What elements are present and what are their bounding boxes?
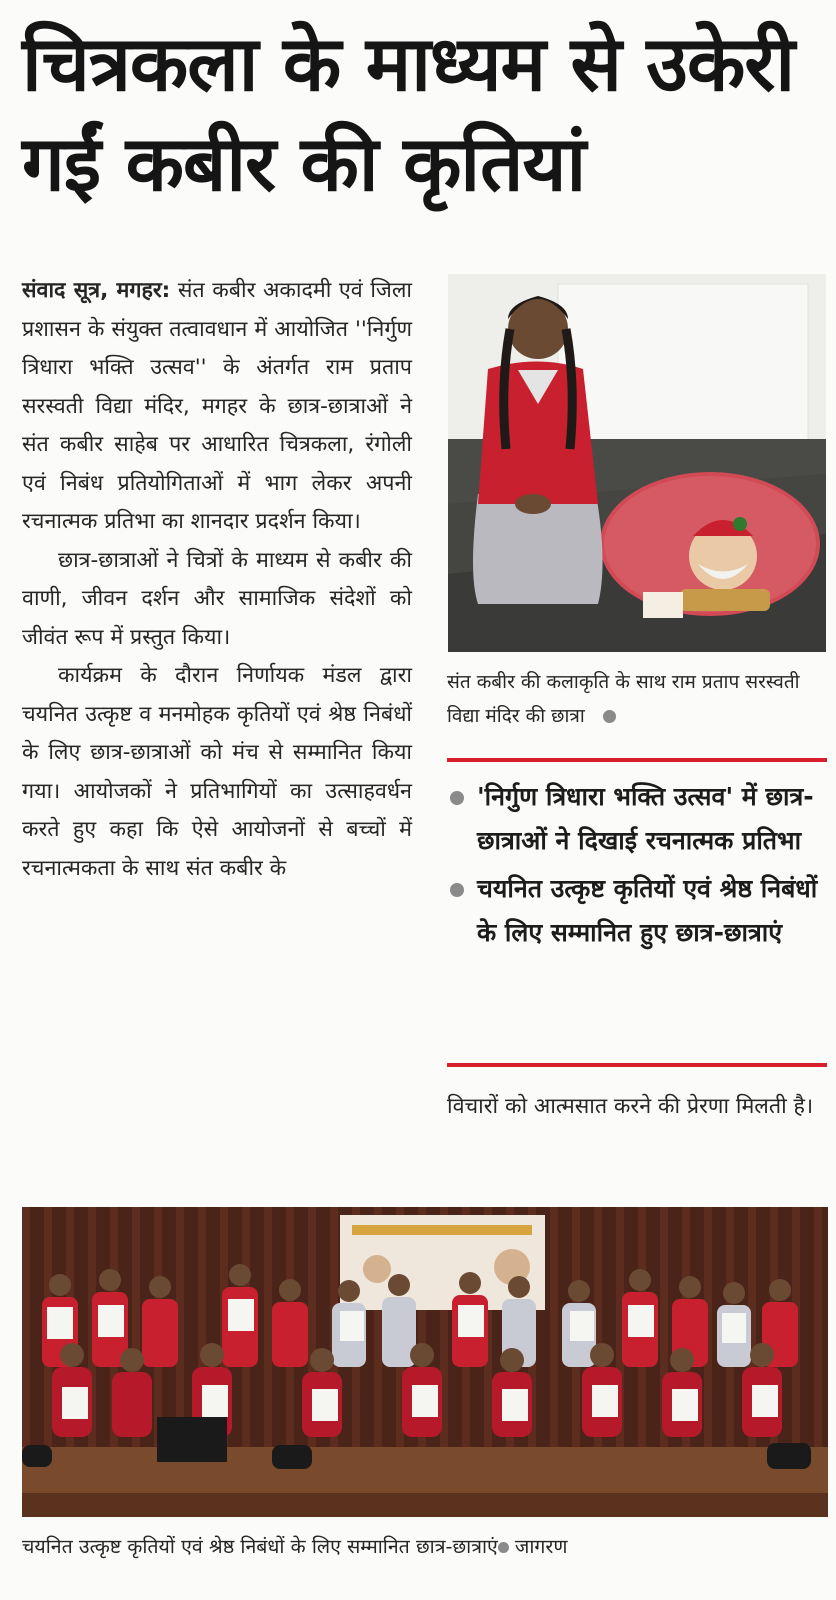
article-paragraph-3: कार्यक्रम के दौरान निर्णायक मंडल द्वारा चयनित उत्कृष्ट व मनमोहक कृतियों एवं श्रेष्ठ निबंधों के लिए छात्र-छात्राओं को मंच से सम्मानित किया गया। आयोजकों ने प्रतिभागियों का उत्साहवर्धन करते हुए कहा कि ऐसे आयोजनों से बच्चों में रचनात्मकता के साथ संत कबीर के [22,663,412,881]
highlight-item [447,775,827,863]
headline [22,14,822,214]
dateline: संवाद सूत्र, मगहर: [22,278,171,303]
article-paragraph-1-text: संत कबीर अकादमी एवं जिला प्रशासन के संयुक्त तत्वावधान में आयोजित ''निर्गुण त्रिधारा भक्ति उत्सव'' के अंतर्गत राम प्रताप सरस्वती विद्या मंदिर, मगहर के छात्र-छात्राओं ने संत कबीर साहेब पर आधारित चित्रकला, रंगोली एवं निबंध प्रतियोगिताओं में भाग लेकर अपनी रचनात्मक प्रतिभा का शानदार प्रदर्शन किया। [22,278,412,534]
article-paragraph-3-continued: विचारों को आत्मसात करने की प्रेरणा मिलती है। [447,1094,814,1119]
photo-caption [447,665,827,733]
article-paragraph-2: छात्र-छात्राओं ने चित्रों के माध्यम से कबीर की वाणी, जीवन दर्शन और सामाजिक संदेशों को जीवंत रूप में प्रस्तुत किया। [22,547,412,650]
group-photo [22,1207,828,1517]
student-rangoli-photo [448,274,826,652]
group-photo-caption [22,1530,828,1564]
highlight-rule-top [447,758,827,762]
highlight-item [447,867,827,955]
bullet-dot-icon [498,1542,509,1553]
headline-line-2: गईं कबीर की कृतियां [22,119,586,208]
highlights-box [447,775,827,959]
headline-line-1: चित्रकला के माध्यम से उकेरी [22,19,795,108]
highlight-rule-bottom [447,1063,827,1067]
highlight-text: 'निर्गुण त्रिधारा भक्ति उत्सव' में छात्र-छात्राओं ने दिखाई रचनात्मक प्रतिभा [477,782,814,855]
group-photo-caption-text: चयनित उत्कृष्ट कृतियों एवं श्रेष्ठ निबंधों के लिए सम्मानित छात्र-छात्राएं [22,1535,498,1558]
bullet-dot-icon [450,791,464,805]
bullet-dot-icon [603,710,616,723]
bullet-dot-icon [450,883,464,897]
photo-caption-text: संत कबीर की कलाकृति के साथ राम प्रताप सरस्वती विद्या मंदिर की छात्रा [447,671,800,727]
article-continuation [447,1088,827,1127]
credit-line: जागरण [514,1535,568,1558]
article-body [22,272,412,888]
highlight-text: चयनित उत्कृष्ट कृतियों एवं श्रेष्ठ निबंधों के लिए सम्मानित हुए छात्र-छात्राएं [477,874,818,947]
article-paragraph-1 [22,272,412,542]
